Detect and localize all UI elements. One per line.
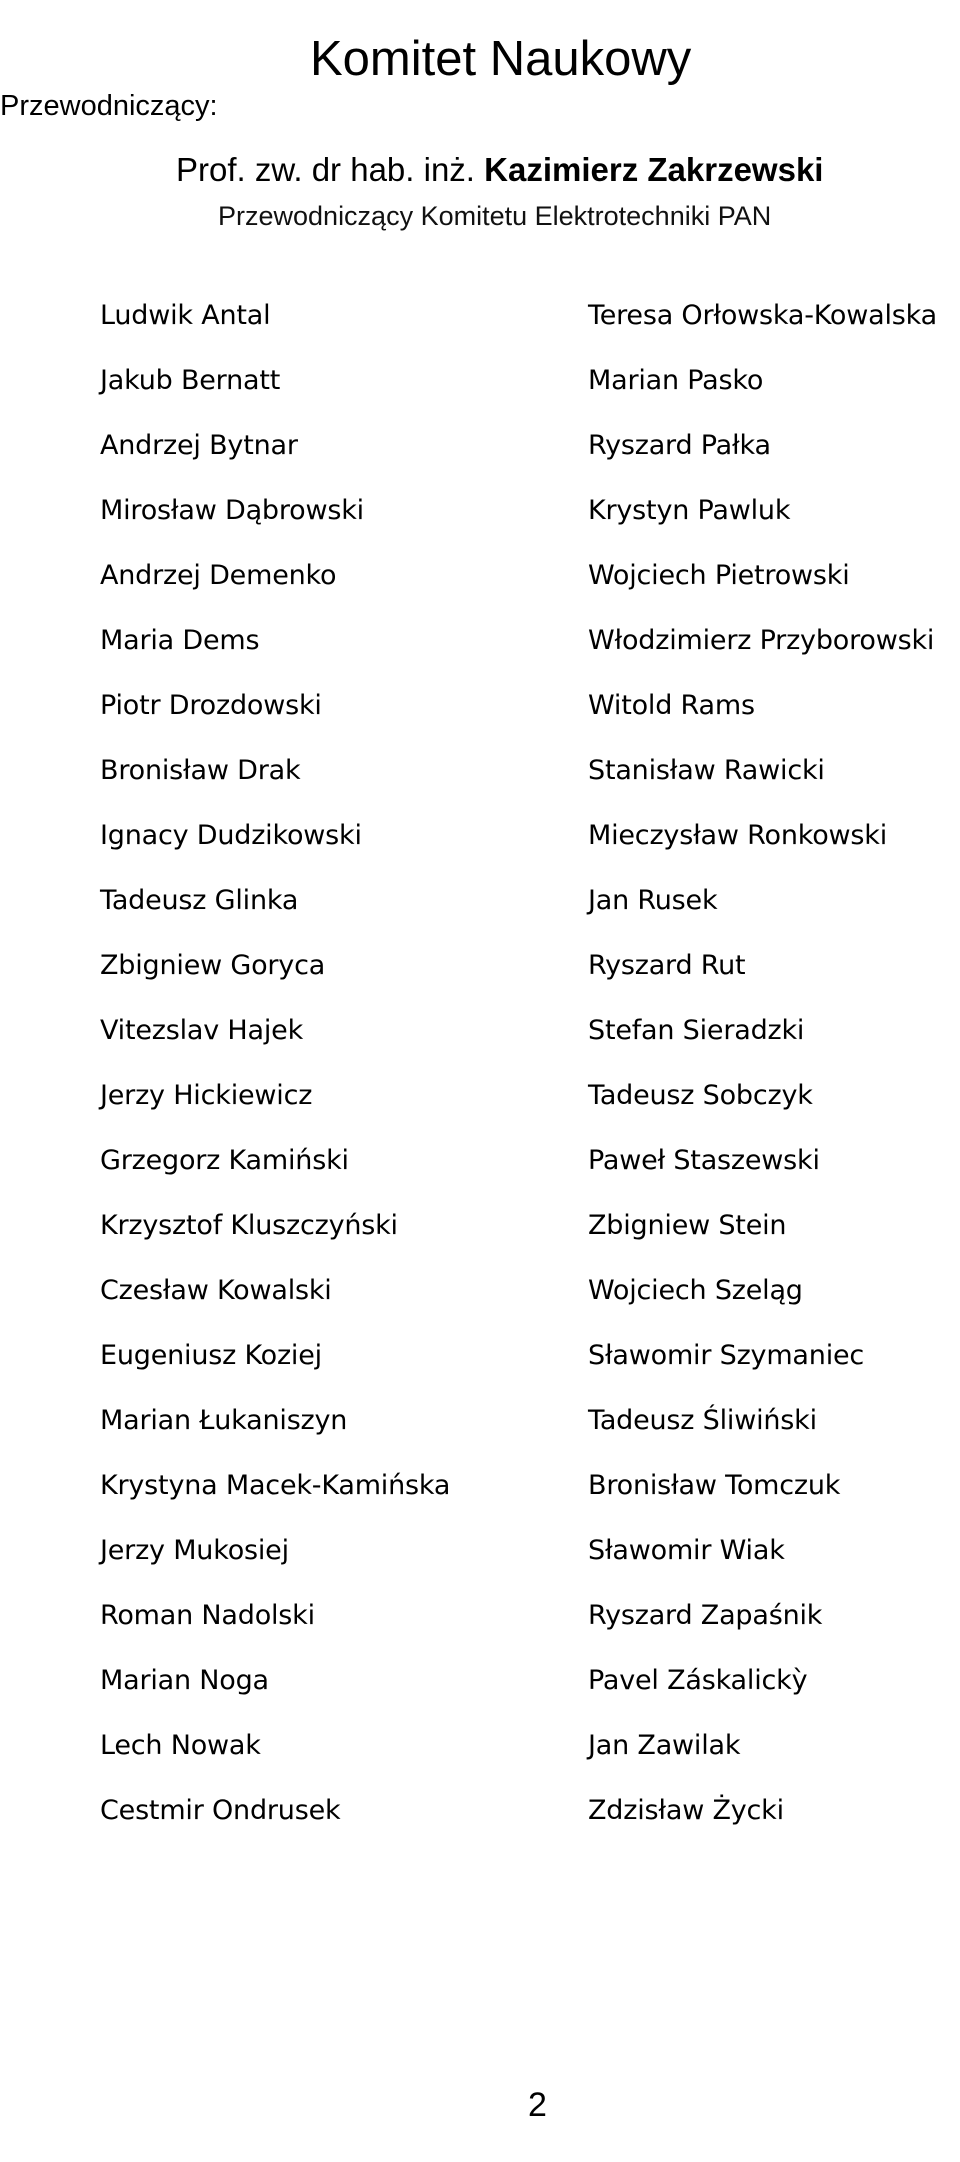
chair-name: [176, 150, 823, 190]
member-name: Krystyna Macek-Kamińska: [100, 1470, 451, 1501]
member-name: Stefan Sieradzki: [588, 1015, 805, 1046]
member-name: Tadeusz Śliwiński: [588, 1405, 817, 1436]
member-name: Vitezslav Hajek: [100, 1015, 304, 1046]
chair-name-prefix: Prof. zw. dr hab. inż.: [176, 151, 475, 188]
member-name: Krzysztof Kluszczyński: [100, 1210, 398, 1241]
member-name: Jerzy Hickiewicz: [100, 1080, 313, 1111]
member-name: Marian Łukaniszyn: [100, 1405, 348, 1436]
member-name: Grzegorz Kamiński: [100, 1145, 349, 1176]
member-name: Tadeusz Sobczyk: [588, 1080, 813, 1111]
page-number: 2: [528, 2086, 547, 2124]
member-name: Andrzej Demenko: [100, 560, 337, 591]
member-name: Zbigniew Goryca: [100, 950, 326, 981]
member-name: Czesław Kowalski: [100, 1275, 332, 1306]
member-name: Mieczysław Ronkowski: [588, 820, 888, 851]
member-name: Mirosław Dąbrowski: [100, 495, 364, 526]
members-list-left: [100, 296, 450, 1856]
member-name: Andrzej Bytnar: [100, 430, 298, 461]
member-name: Ryszard Pałka: [588, 430, 771, 461]
member-name: Włodzimierz Przyborowski: [588, 625, 935, 656]
chair-label: Przewodniczący:: [0, 90, 218, 122]
member-name: Jan Zawilak: [588, 1730, 741, 1761]
member-name: Roman Nadolski: [100, 1600, 315, 1631]
members-list-right: [588, 296, 937, 1856]
member-name: Teresa Orłowska-Kowalska: [588, 300, 937, 331]
chair-name-bold: Kazimierz Zakrzewski: [484, 151, 824, 188]
member-name: Bronisław Tomczuk: [588, 1470, 841, 1501]
member-name: Ryszard Zapaśnik: [588, 1600, 823, 1631]
member-name: Jakub Bernatt: [100, 365, 281, 396]
member-name: Zbigniew Stein: [588, 1210, 787, 1241]
member-name: Marian Pasko: [588, 365, 764, 396]
member-name: Tadeusz Glinka: [100, 885, 299, 916]
member-name: Zdzisław Życki: [588, 1795, 784, 1826]
member-name: Bronisław Drak: [100, 755, 301, 786]
member-name: Ryszard Rut: [588, 950, 746, 981]
member-name: Ludwik Antal: [100, 300, 271, 331]
member-name: Marian Noga: [100, 1665, 269, 1696]
member-name: Wojciech Szeląg: [588, 1275, 803, 1306]
member-name: Maria Dems: [100, 625, 260, 656]
member-name: Sławomir Wiak: [588, 1535, 785, 1566]
member-name: Sławomir Szymaniec: [588, 1340, 865, 1371]
member-name: Lech Nowak: [100, 1730, 261, 1761]
member-name: Krystyn Pawluk: [588, 495, 791, 526]
member-name: Stanisław Rawicki: [588, 755, 825, 786]
member-name: Jan Rusek: [588, 885, 718, 916]
member-name: Witold Rams: [588, 690, 755, 721]
member-name: Wojciech Pietrowski: [588, 560, 850, 591]
member-name: Cestmir Ondrusek: [100, 1795, 341, 1826]
member-name: Eugeniusz Koziej: [100, 1340, 322, 1371]
member-name: Ignacy Dudzikowski: [100, 820, 362, 851]
member-name: Piotr Drozdowski: [100, 690, 322, 721]
chair-role: Przewodniczący Komitetu Elektrotechniki PAN: [218, 201, 772, 231]
member-name: Paweł Staszewski: [588, 1145, 820, 1176]
page-title: Komitet Naukowy: [310, 31, 692, 86]
member-name: Jerzy Mukosiej: [100, 1535, 289, 1566]
member-name: Pavel Záskalickỳ: [588, 1665, 808, 1696]
